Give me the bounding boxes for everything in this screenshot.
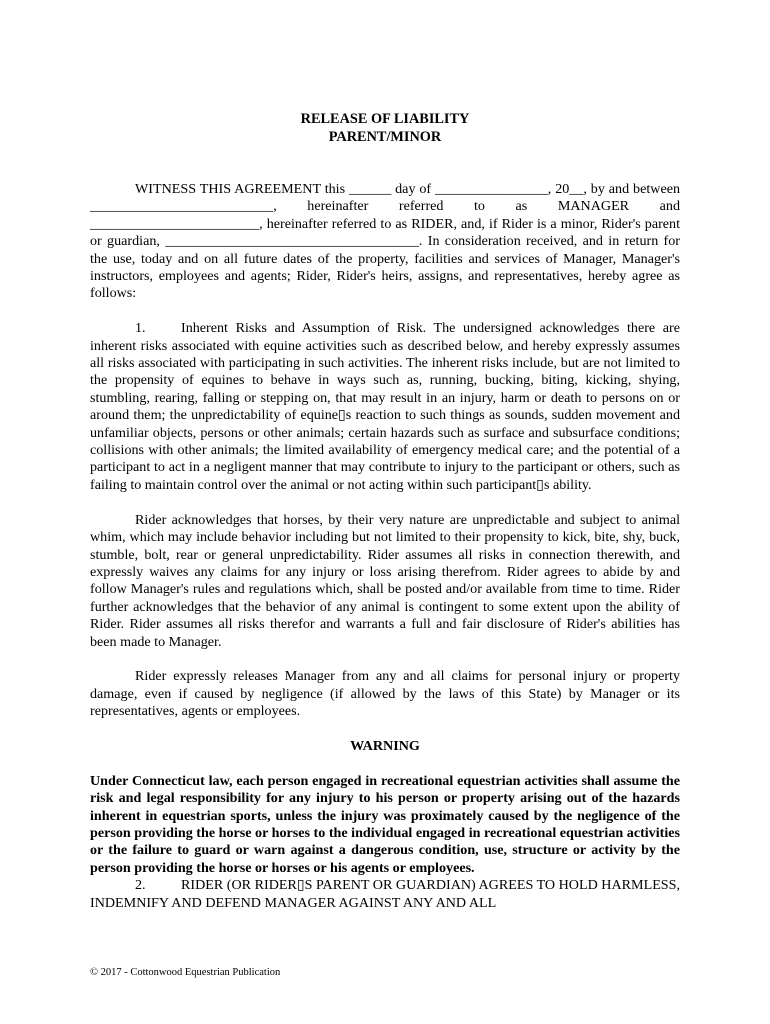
document-title: [90, 111, 680, 146]
spacer: [90, 721, 680, 738]
title-line-2: PARENT/MINOR: [328, 128, 442, 145]
spacer: [90, 146, 680, 181]
document-body: [90, 111, 680, 912]
warning-paragraph: Under Connecticut law, each person engaged in recreational equestrian activities shall assume the risk and legal responsibility for any injury to his person or property arising out of the hazards inherent in equestrian sports, unless the injury was proximately caused by the negligence of the person providing the horse or horses to the individual engaged in recreational equestrian activities or the failure to guard or warn against a dangerous condition, use, structure or activity by the person providing the horse or horses or his agents or employees.: [90, 772, 680, 876]
section-2-text: RIDER (OR RIDER▯S PARENT OR GUARDIAN) AGREES TO HOLD HARMLESS, INDEMNIFY AND DEFEND MANAGER AGAINST ANY AND ALL: [90, 877, 680, 911]
spacer: [90, 494, 680, 511]
spacer: [90, 651, 680, 668]
title-line-1: RELEASE OF LIABILITY: [300, 111, 470, 127]
rider-releases-paragraph: Rider expressly releases Manager from any and all claims for personal injury or property damage, even if caused by negligence (if allowed by the laws of this State) by Manager or its representatives, agents or employees.: [90, 668, 680, 720]
spacer: [90, 303, 680, 320]
rider-acknowledges-paragraph: Rider acknowledges that horses, by their very nature are unpredictable and subject to animal whim, which may include behavior including but not limited to their propensity to kick, bite, shy, buck, stumble, bolt, rear or general unpredictability. Rider assumes all risks in connection therewith, and expressly waives any claims for any injury or loss arising therefrom. Rider agrees to abide by and follow Manager's rules and regulations which, shall be posted and/or available from time to time. Rider further acknowledges that the behavior of any animal is contingent to some extent upon the ability of Rider. Rider assumes all risks therefor and warrants a full and fair disclosure of Rider's abilities has been made to Manager.: [90, 511, 680, 650]
section-1-text: Inherent Risks and Assumption of Risk. The undersigned acknowledges there are inherent risks associated with equine activities such as described below, and hereby expressly assumes all risks associated with participating in such activities. The inherent risks include, but are not limited to the propensity of equines to behave in ways such as, running, bucking, biting, kicking, shying, stumbling, rearing, falling or stepping on, that may result in an injury, harm or death to persons on or around them; the unpredictability of equine▯s reaction to such things as sounds, sudden movement and unfamiliar objects, persons or other animals; certain hazards such as surface and subsurface conditions; collisions with other animals; the limited availability of emergency medical care; and the potential of a participant to act in a negligent manner that may contribute to injury to the participant or others, such as failing to maintain control over the animal or not acting within such participant▯s ability.: [90, 320, 680, 493]
section-2-paragraph: [90, 877, 680, 912]
warning-heading: WARNING: [350, 737, 420, 754]
section-1-paragraph: [90, 320, 680, 494]
spacer: [90, 755, 680, 772]
copyright-footer: © 2017 - Cottonwood Equestrian Publication: [90, 967, 281, 978]
intro-paragraph: WITNESS THIS AGREEMENT this ______ day of ________________, 20__, by and between __________________________, hereinafter referred to as MANAGER and ________________________, hereinafter referred to as RIDER, and, if Rider is a minor, Rider's parent or guardian, ____________________________________. In consideration received, and in return for the use, today and on all future dates of the property, facilities and services of Manager, Manager's instructors, employees and agents; Rider, Rider's heirs, assigns, and representatives, hereby agree as follows:: [90, 181, 680, 302]
section-1-number: 1.: [135, 320, 146, 337]
section-2-number: 2.: [135, 877, 146, 894]
